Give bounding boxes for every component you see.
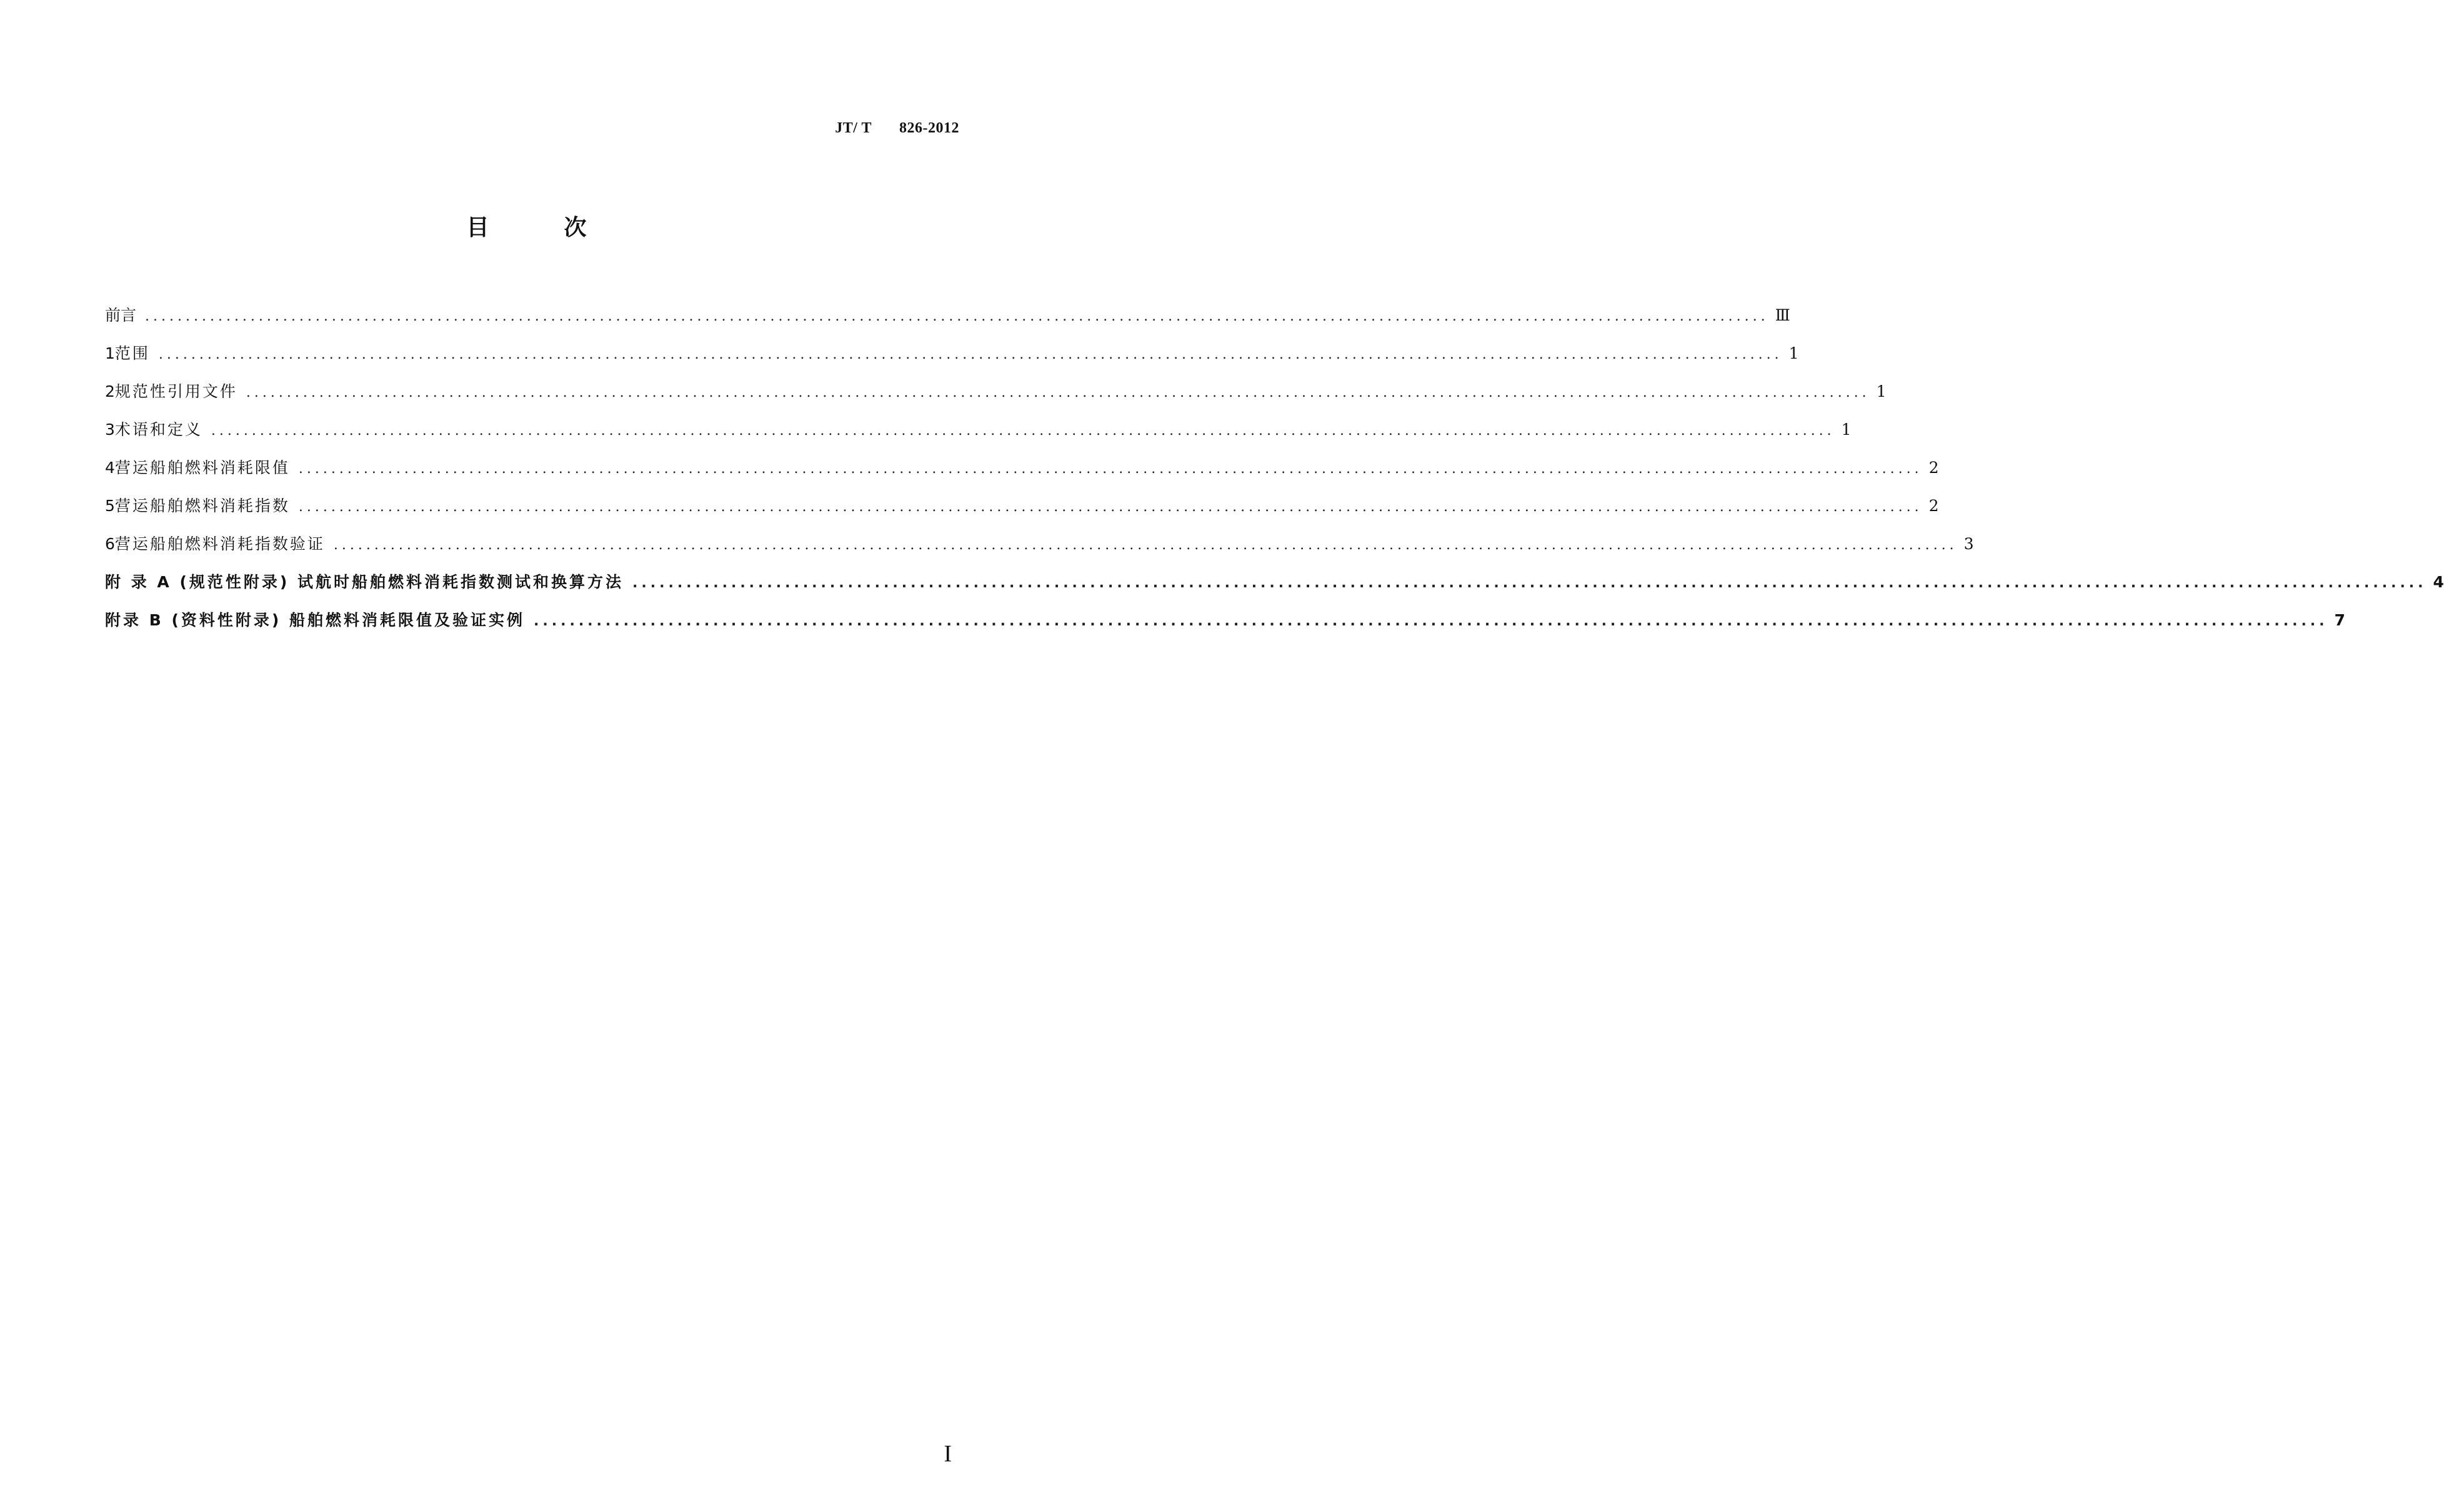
toc-title-char-1: 目: [466, 215, 489, 241]
toc-entry-3[interactable]: [105, 417, 1852, 455]
page-number: I: [944, 1441, 952, 1467]
toc-leader-dots: ........................................................................................................................................................................................................: [632, 575, 2427, 591]
toc-entry-6[interactable]: [105, 532, 1974, 570]
toc-entry-1[interactable]: [105, 341, 1799, 379]
toc-entry-page: 3: [1963, 535, 1974, 553]
toc-entry-label: 前言: [105, 306, 137, 324]
standard-code-prefix: JT/ T: [835, 120, 872, 136]
toc-entry-page: 2: [1928, 497, 1939, 515]
toc-entry-label: 营运船舶燃料消耗限值: [114, 459, 290, 477]
toc-entry-label: 附 录 A (规范性附录) 试航时船舶燃料消耗指数测试和换算方法: [105, 573, 624, 591]
toc-entry-number: 4: [105, 459, 115, 477]
toc-leader-dots: ........................................................................................................................................................................................................: [534, 614, 2328, 629]
toc-entry-5[interactable]: [105, 494, 1939, 532]
standard-code: [835, 120, 959, 137]
toc-entry-number: 6: [105, 535, 115, 553]
standard-code-number: 826-2012: [899, 120, 959, 136]
toc-entry-foreword[interactable]: [105, 303, 1790, 341]
toc-entry-page: Ⅲ: [1775, 306, 1790, 324]
toc-leader-dots: ........................................................................................................................................................................................................: [298, 461, 1923, 477]
toc-title-char-2: 次: [564, 215, 587, 241]
table-of-contents: [105, 303, 2444, 646]
toc-entry-label: 附录 B (资料性附录) 船舶燃料消耗限值及验证实例: [105, 611, 526, 629]
toc-entry-label: 营运船舶燃料消耗指数验证: [114, 535, 325, 553]
toc-leader-dots: ........................................................................................................................................................................................................: [298, 499, 1923, 515]
toc-entry-label: 规范性引用文件: [114, 382, 237, 400]
toc-entry-number: 5: [105, 497, 115, 515]
toc-entry-2[interactable]: [105, 379, 1887, 417]
toc-entry-page: 1: [1876, 382, 1887, 400]
toc-entry-page: 1: [1841, 420, 1852, 439]
toc-leader-dots: ........................................................................................................................................................................................................: [158, 347, 1783, 362]
toc-entry-page: 2: [1928, 459, 1939, 477]
toc-entry-number: 2: [105, 382, 115, 400]
toc-entry-appendix-a[interactable]: [105, 570, 2444, 608]
toc-entry-label: 营运船舶燃料消耗指数: [114, 497, 290, 515]
toc-leader-dots: ........................................................................................................................................................................................................: [333, 537, 1958, 553]
toc-leader-dots: ........................................................................................................................................................................................................: [145, 309, 1769, 324]
toc-entry-appendix-b[interactable]: [105, 608, 2345, 646]
toc-entry-label: 范围: [114, 344, 150, 362]
toc-entry-number: 3: [105, 420, 115, 439]
toc-entry-label: 术语和定义: [114, 420, 202, 439]
toc-title: [0, 210, 1053, 242]
toc-entry-page: 1: [1788, 344, 1799, 362]
toc-leader-dots: ........................................................................................................................................................................................................: [211, 423, 1835, 439]
toc-entry-number: 1: [105, 344, 115, 362]
toc-entry-page: 7: [2334, 611, 2345, 629]
toc-entry-4[interactable]: [105, 455, 1939, 494]
toc-leader-dots: ........................................................................................................................................................................................................: [246, 385, 1870, 400]
toc-entry-page: 4: [2433, 573, 2444, 591]
